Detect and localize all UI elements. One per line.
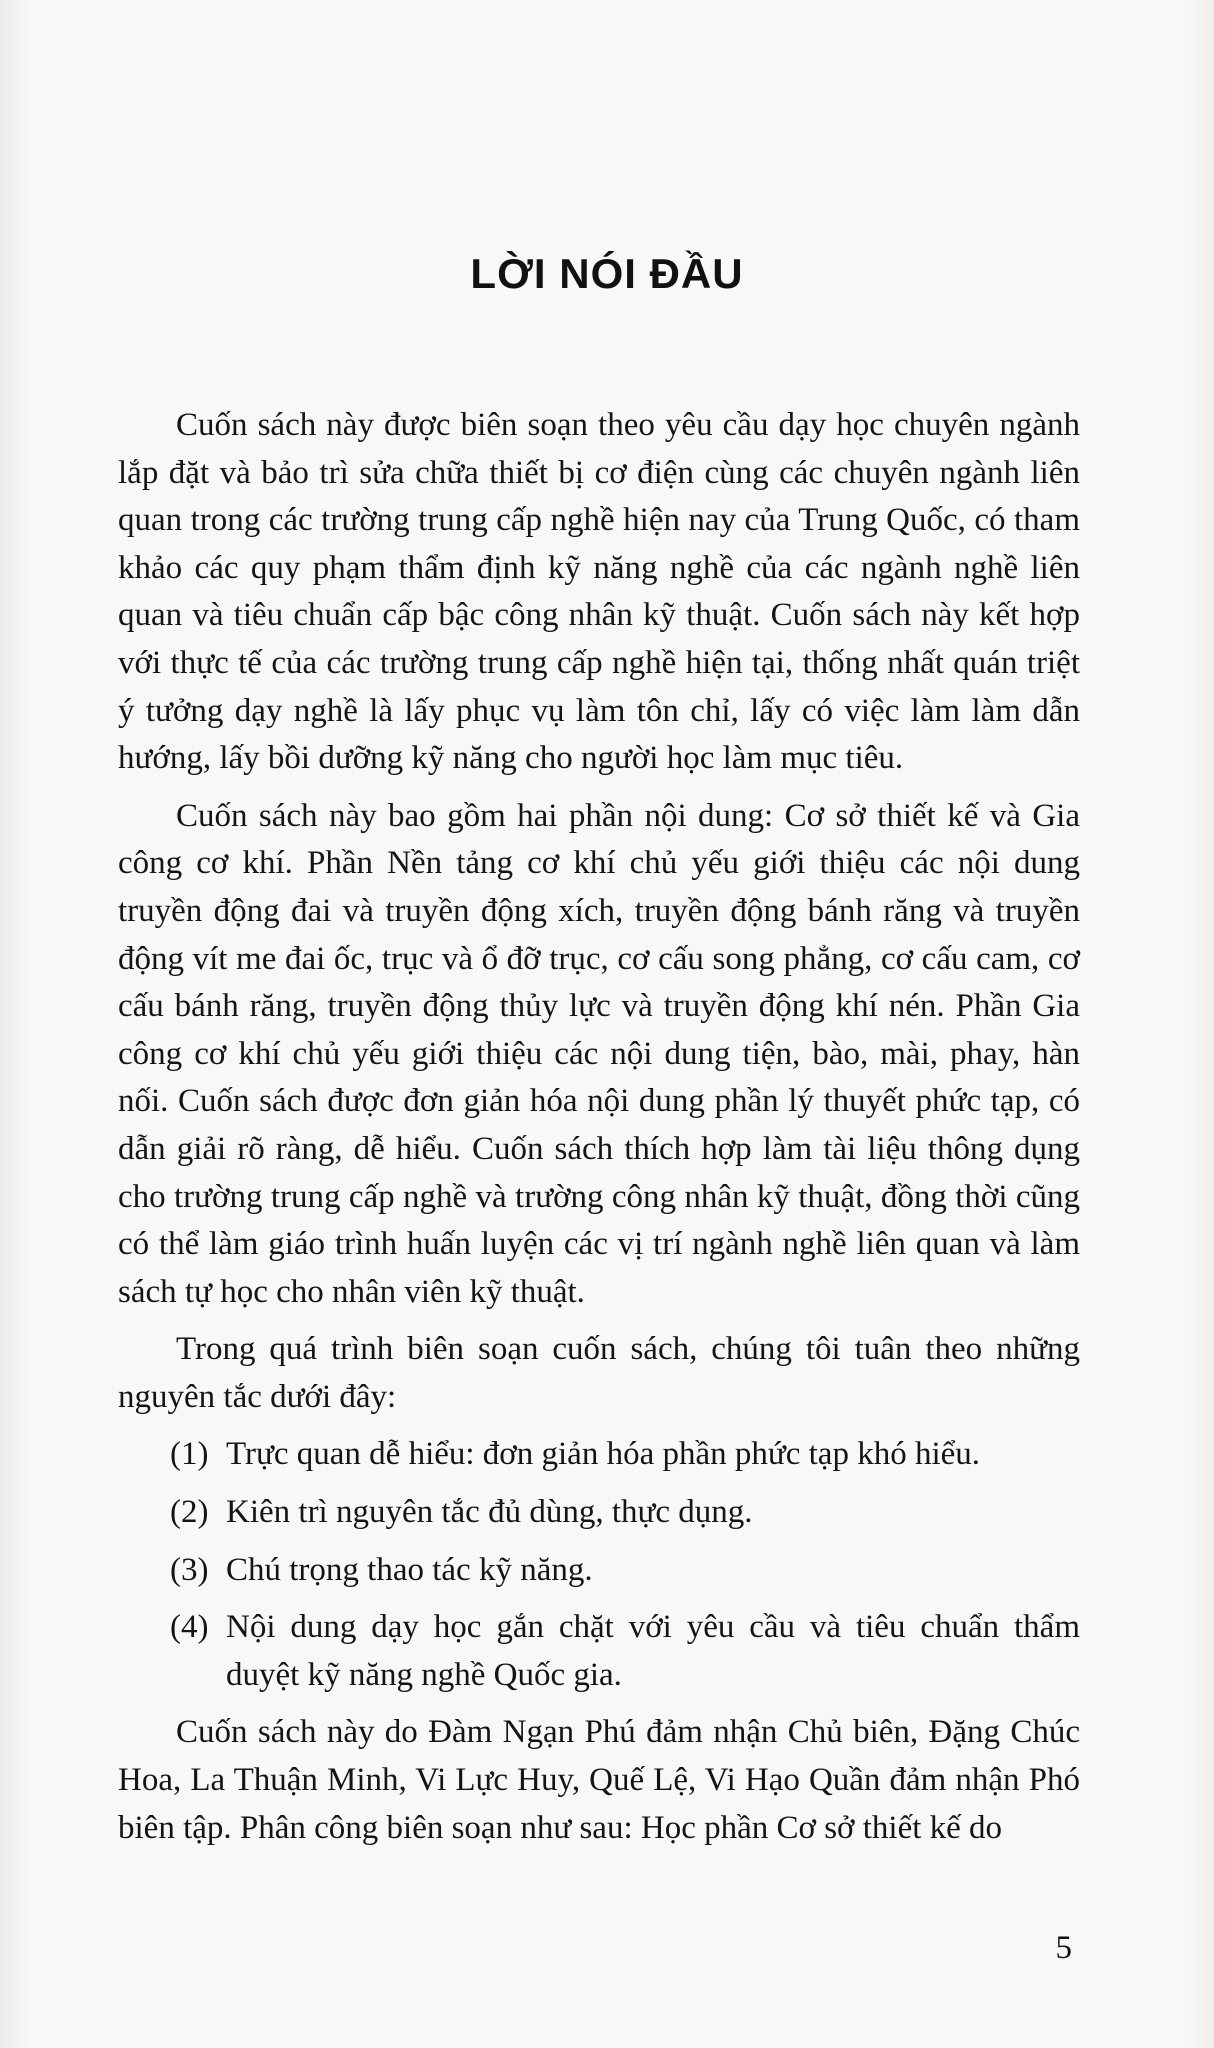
- list-item-number: (3): [170, 1551, 209, 1588]
- paragraph-contents: Cuốn sách này bao gồm hai phần nội dung: Cơ sở thiết kế và Gia công cơ khí. Phần Nền tảng cơ khí chủ yếu giới thiệu các nội dung truyền động đai và truyền động xích, truyền động bánh răng và truyền động vít me đai ốc, trục và ổ đỡ trục, cơ cấu song phẳng, cơ cấu cam, cơ cấu bánh răng, truyền động thủy lực và truyền động khí nén. Phần Gia công cơ khí chủ yếu giới thiệu các nội dung tiện, bào, mài, phay, hàn nối. Cuốn sách được đơn giản hóa nội dung phần lý thuyết phức tạp, có dẫn giải rõ ràng, dễ hiểu. Cuốn sách thích hợp làm tài liệu thông dụng cho trường trung cấp nghề và trường công nhân kỹ thuật, đồng thời cũng có thể làm giáo trình huấn luyện các vị trí ngành nghề liên quan và làm sách tự học cho nhân viên kỹ thuật.: [118, 797, 1080, 1310]
- list-item-number: (4): [170, 1609, 209, 1646]
- page-number: 5: [1055, 1930, 1072, 1966]
- list-item: [118, 1431, 1080, 1479]
- list-item: [118, 1604, 1080, 1699]
- page-title: LỜI NÓI ĐẦU: [470, 250, 744, 297]
- list-item-text: Nội dung dạy học gắn chặt với yêu cầu và tiêu chuẩn thẩm duyệt kỹ năng nghề Quốc gia.: [226, 1609, 1080, 1693]
- page-content: [118, 402, 1080, 1862]
- principles-list: [118, 1431, 1080, 1699]
- paragraph-intro: Cuốn sách này được biên soạn theo yêu cầu dạy học chuyên ngành lắp đặt và bảo trì sửa chữa thiết bị cơ điện cùng các chuyên ngành liên quan trong các trường trung cấp nghề hiện nay của Trung Quốc, có tham khảo các quy phạm thẩm định kỹ năng nghề của các ngành nghề liên quan và tiêu chuẩn cấp bậc công nhân kỹ thuật. Cuốn sách này kết hợp với thực tế của các trường trung cấp nghề hiện tại, thống nhất quán triệt ý tưởng dạy nghề là lấy phục vụ làm tôn chỉ, lấy có việc làm làm dẫn hướng, lấy bồi dưỡng kỹ năng cho người học làm mục tiêu.: [118, 407, 1080, 777]
- list-item: [118, 1489, 1080, 1537]
- list-item: [118, 1547, 1080, 1595]
- list-item-number: (2): [170, 1494, 209, 1531]
- list-item-text: Trực quan dễ hiểu: đơn giản hóa phần phức tạp khó hiểu.: [226, 1436, 981, 1473]
- paragraph-authors: Cuốn sách này do Đàm Ngạn Phú đảm nhận Chủ biên, Đặng Chúc Hoa, La Thuận Minh, Vi Lực Huy, Quế Lệ, Vi Hạo Quần đảm nhận Phó biên tập. Phân công biên soạn như sau: Học phần Cơ sở thiết kế do: [118, 1714, 1080, 1846]
- list-item-text: Chú trọng thao tác kỹ năng.: [226, 1551, 593, 1588]
- list-item-number: (1): [170, 1436, 209, 1473]
- paragraph-principles-intro: Trong quá trình biên soạn cuốn sách, chúng tôi tuân theo những nguyên tắc dưới đây:: [118, 1331, 1080, 1415]
- list-item-text: Kiên trì nguyên tắc đủ dùng, thực dụng.: [226, 1494, 753, 1531]
